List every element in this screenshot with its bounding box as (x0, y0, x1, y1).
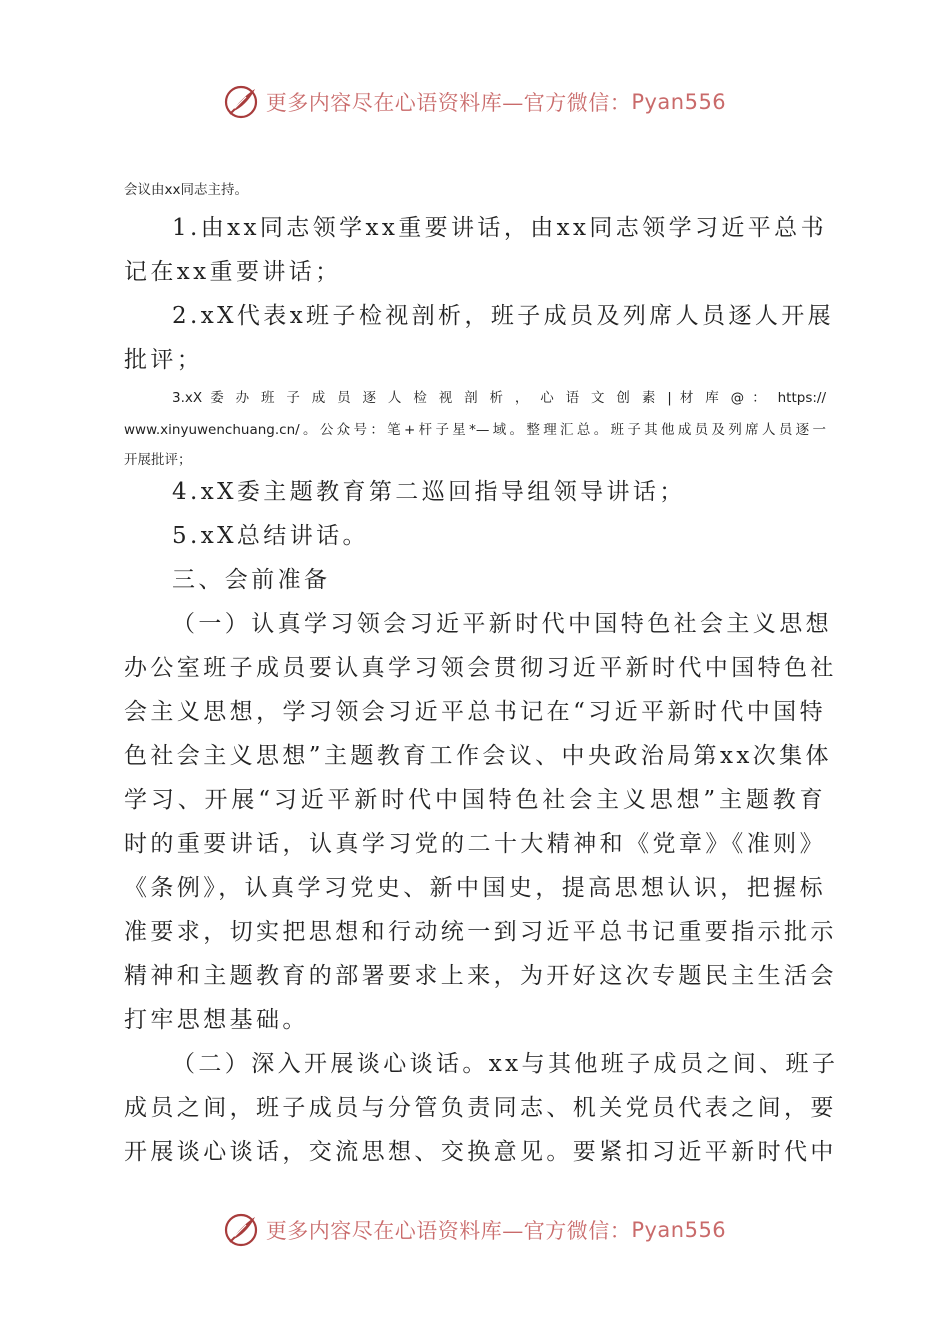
sub1-line: （一）认真学习领会习近平新时代中国特色社会主义思想 (172, 611, 832, 637)
sub1-line: 时的重要讲话，认真学习党的二十大精神和《党章》《准则》 (124, 831, 826, 857)
section-3-heading: 三、会前准备 (172, 567, 331, 593)
item-2-line-1: 2.xX代表x班子检视剖析，班子成员及列席人员逐人开展 (172, 303, 835, 329)
sub1-line: 精神和主题教育的部署要求上来，为开好这次专题民主生活会 (124, 963, 837, 989)
banner-wechat-id: Pyan556 (631, 1218, 727, 1242)
item-1-line-1: 1.由xx同志领学xx重要讲话，由xx同志领学习近平总书 (172, 215, 827, 241)
item-3-line-2: www.xinyuwenchuang.cn/。公众号：笔+杆子星*—域。整理汇总。班子其他成员及列席人员逐一 (124, 422, 826, 438)
footer-watermark-banner (0, 1210, 950, 1250)
sub1-line: 会主义思想，学习领会习近平总书记在“习近平新时代中国特 (124, 699, 826, 725)
sub1-line: 准要求，切实把思想和行动统一到习近平总书记重要指示批示 (124, 919, 837, 945)
sub1-line: 《条例》，认真学习党史、新中国史，提高思想认识，把握标 (124, 875, 826, 901)
item-3-line-3: 开展批评； (124, 452, 192, 468)
sub2-line: 开展谈心谈话，交流思想、交换意见。要紧扣习近平新时代中 (124, 1139, 837, 1165)
quill-logo-icon (224, 1212, 260, 1248)
item-2-line-2: 批评； (124, 347, 204, 373)
quill-logo-icon (224, 84, 260, 120)
sub1-line: 办公室班子成员要认真学习领会贯彻习近平新时代中国特色社 (124, 655, 837, 681)
banner-wechat-id: Pyan556 (631, 90, 727, 114)
item-5: 5.xX总结讲话。 (172, 523, 369, 549)
header-watermark-banner (0, 82, 950, 122)
sub2-line: （二）深入开展谈心谈话。xx与其他班子成员之间、班子 (172, 1051, 839, 1077)
item-4: 4.xX委主题教育第二巡回指导组领导讲话； (172, 479, 686, 505)
sub1-line: 色社会主义思想”主题教育工作会议、中央政治局第xx次集体 (124, 743, 832, 769)
host-line: 会议由xx同志主持。 (124, 182, 248, 198)
banner-text: 更多内容尽在心语资料库—官方微信： (265, 1219, 632, 1243)
item-3-line-1: 3.xX 委 办 班 子 成 员 逐 人 检 视 剖 析 ， 心 语 文 创 素 | 材 库 @ ： https:// (172, 390, 826, 406)
sub1-line: 打牢思想基础。 (124, 1007, 309, 1033)
sub2-line: 成员之间，班子成员与分管负责同志、机关党员代表之间，要 (124, 1095, 837, 1121)
banner-text: 更多内容尽在心语资料库—官方微信： (265, 91, 632, 115)
item-1-line-2: 记在xx重要讲话； (124, 259, 342, 285)
sub1-line: 学习、开展“习近平新时代中国特色社会主义思想”主题教育 (124, 787, 826, 813)
